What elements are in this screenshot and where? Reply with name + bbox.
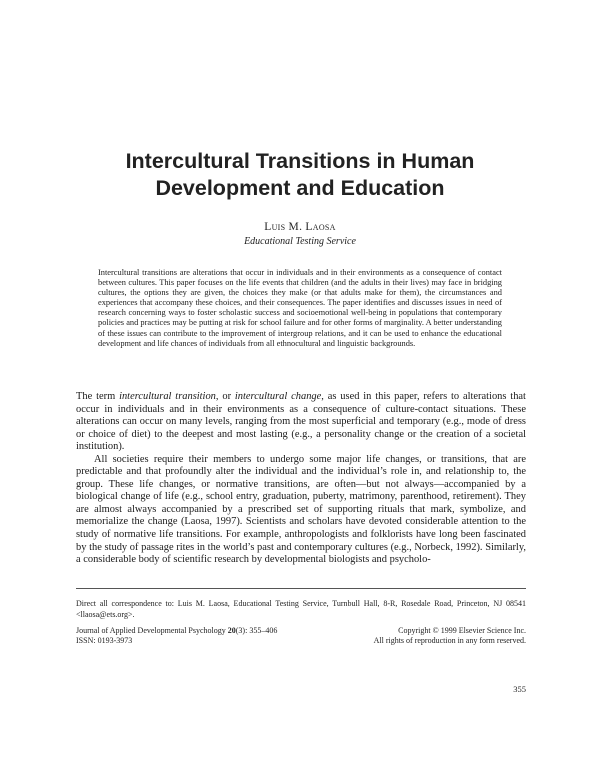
author-name: Luis M. Laosa bbox=[264, 221, 336, 233]
journal-row-2 bbox=[76, 636, 526, 646]
page-number: 355 bbox=[513, 684, 526, 694]
title-line-1: Intercultural Transitions in Human bbox=[125, 149, 475, 173]
article-title bbox=[60, 148, 540, 202]
journal-volume: 20 bbox=[227, 626, 236, 635]
correspondence-note: Direct all correspondence to: Luis M. Laosa, Educational Testing Service, Turnbull Hall, 8-R, Rosedale Road, Princeton, NJ 08541 <llaosa@ets.org>. bbox=[76, 599, 526, 619]
journal-citation: Journal of Applied Developmental Psychology 20(3): 355–406 bbox=[76, 626, 278, 635]
body-text bbox=[76, 391, 526, 567]
journal-info bbox=[76, 626, 526, 646]
abstract: Intercultural transitions are alterations that occur in individuals and in their environments as a consequence of contact between cultures. This paper focuses on the life events that children (and the adults in their lives) may face in bridging cultures, the options they are given, the choices they make (or that adults make for them), the circumstances and experiences that accompany these choices, and their consequences. The paper identifies and discusses issues in need of research concerning ways to foster scholastic success and socioemotional well-being in populations that contemporary policies and practices may be putting at risk for school failure and for other forms of marginality. A better understanding of these issues can contribute to the improvement of intergroup relations, and it can be used to enhance the educational development and life chances of individuals from all ethnocultural and linguistic backgrounds. bbox=[98, 268, 502, 348]
paragraph-1: The term intercultural transition, or intercultural change, as used in this paper, refers to alterations that occur in individuals and in their environments as a consequence of culture-contact situations. These alterations can occur on many levels, ranging from the most superficial and temporary (e.g., mode of dress or choice of diet) to the deepest and most lasting (e.g., a personality change or the creation of a societal institution). bbox=[76, 391, 526, 453]
paragraph-2: All societies require their members to undergo some major life changes, or transitions, that are predictable and that profoundly alter the individual and the individual’s role in, and relationship to, the group. These life changes, or normative transitions, are often—but not always—accompanied by a biological change of life (e.g., school entry, graduation, puberty, matrimony, parenthood, retirement). They are almost always accompanied by a prescribed set of supporting rituals that mark, symbolize, and memorialize the change (Laosa, 1997). Scientists and scholars have devoted considerable attention to the study of normative life transitions. For example, anthropologists and folklorists have long been fascinated by the study of passage rites in the world’s past and contemporary cultures (e.g., Norbeck, 1992). Similarly, a considerable body of scientific research by developmental biologists and psycholo- bbox=[76, 453, 526, 566]
title-line-2: Development and Education bbox=[155, 176, 445, 200]
author-affiliation: Educational Testing Service bbox=[244, 236, 356, 247]
term-intercultural-transition: intercultural transition bbox=[119, 391, 216, 402]
footnote-divider bbox=[76, 588, 526, 589]
issn: ISSN: 0193-3973 bbox=[76, 636, 133, 645]
copyright-notice: Copyright © 1999 Elsevier Science Inc. bbox=[398, 626, 526, 635]
rights-notice: All rights of reproduction in any form reserved. bbox=[373, 636, 526, 645]
term-intercultural-change: intercultural change bbox=[234, 391, 322, 402]
journal-row-1 bbox=[76, 626, 526, 636]
